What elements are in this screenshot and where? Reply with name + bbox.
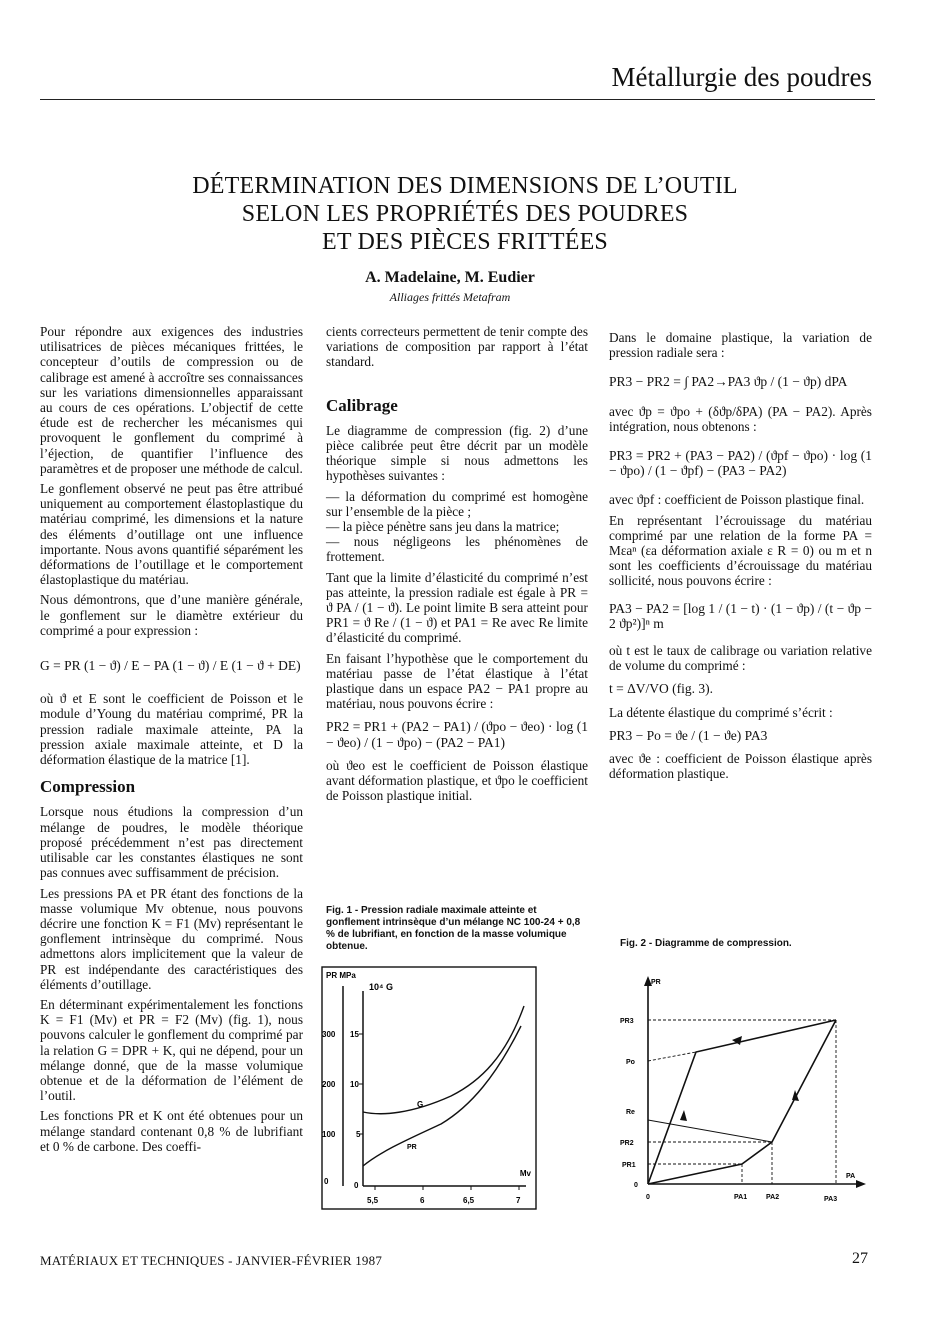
fig1-y1-tick: 200 [322, 1080, 336, 1089]
fig1-x-label: Mv [519, 1169, 531, 1178]
fig2-arrow-down [680, 1110, 687, 1121]
col3-paragraph-4: En représentant l’écrouissage du matériau comprimé par une relation de la forme PA = Mεaⁿ (εa déformation axiale ε R = 0) ou m et n sont les coefficients d’écrouissage du matériau sollicité, nous pouvons écrire : [609, 512, 872, 589]
fig2-loading-curve [648, 1020, 836, 1184]
fig2-x-arrow [856, 1180, 866, 1188]
fig2-x-ticks [646, 1194, 837, 1203]
fig1-y2-tick: 5 [356, 1130, 361, 1139]
col2-paragraph-3: Tant que la limite d’élasticité du comprimé n’est pas atteinte, la pression radiale est égale à PR = ϑ PA / (1 − ϑ). Le point limite B sera atteint pour PR1 = ϑ Re / (1 − ϑ) et PA1 = Re avec Re limite d’élasticité du comprimé. [326, 569, 588, 646]
fig2-y-tick: PR1 [622, 1162, 636, 1169]
fig2-y-ticks [620, 1018, 638, 1189]
figure-1-caption: Fig. 1 - Pression radiale maximale atteinte et gonflement intrinsèque d’un mélange NC 100-24 + 0,8 % de lubrifiant, en fonction de la masse volumique obtenue. [326, 905, 581, 952]
column-2 [326, 324, 588, 808]
fig1-x-ticks [367, 1196, 521, 1205]
fig2-x-tick: PA3 [824, 1196, 838, 1203]
fig2-x-tick: 0 [646, 1194, 650, 1201]
col3-paragraph-6: La détente élastique du comprimé s’écrit : [609, 704, 833, 720]
fig1-y2-tick: 0 [354, 1181, 359, 1190]
formula-po: PR3 − Po = ϑe / (1 − ϑe) PA3 [609, 727, 768, 743]
heading-calibrage: Calibrage [326, 395, 398, 415]
formula-pa3: PA3 − PA2 = [log 1 / (1 − t) · (1 − ϑp) / (t − ϑp − 2 ϑp²)]ⁿ m [609, 600, 872, 631]
footer-page-number: 27 [852, 1250, 868, 1267]
section-header: Métallurgie des poudres [611, 62, 872, 92]
fig1-y2-ticks [350, 1030, 361, 1190]
col1-paragraph-4: où ϑ et E sont le coefficient de Poisson et le module d’Young du matériau comprimé, PR la pression radiale maximale atteinte, PA la pression axiale maximale atteinte, et D la déformation élastique de la matrice [1]. [40, 691, 303, 768]
fig2-y-tick: 0 [634, 1182, 638, 1189]
formula-pr3: PR3 = PR2 + (PA3 − PA2) / (ϑpf − ϑpo) · log (1 − ϑpo) / (1 − ϑpf) − (PA3 − PA2) [609, 448, 872, 479]
col1-paragraph-7: En déterminant expérimentalement les fonctions K = F1 (Mv) et PR = F2 (Mv) (fig. 1), nous pouvons calculer le gonflement du comprimé par la relation G = DPR + K, qui ne dépend, pour un mélange donné, que de la masse volumique obtenue et de la déformation de l’élément de l’outil. [40, 996, 303, 1104]
fig1-curve-pr [363, 1026, 521, 1166]
footer-journal: MATÉRIAUX ET TECHNIQUES - JANVIER-FÉVRIER 1987 [40, 1253, 383, 1268]
col2-paragraph-5: où ϑeo est le coefficient de Poisson élastique avant déformation plastique, et ϑpo le coefficient de Poisson plastique initial. [326, 757, 588, 804]
fig2-y-tick: Po [626, 1059, 635, 1066]
figure-2-caption: Fig. 2 - Diagramme de compression. [620, 938, 792, 949]
col3-paragraph-3: avec ϑpf : coefficient de Poisson plastique final. [609, 492, 865, 508]
authors: A. Madelaine, M. Eudier [365, 269, 535, 286]
fig1-y1-tick: 300 [322, 1030, 336, 1039]
hypothesis-1: — la déformation du comprimé est homogène sur l’ensemble de la pièce ; [326, 488, 588, 519]
fig2-y-label: PR [651, 979, 661, 986]
col3-paragraph-1: Dans le domaine plastique, la variation de pression radiale sera : [609, 330, 872, 361]
fig1-curve-g [363, 1006, 524, 1114]
fig1-x-tick: 6 [420, 1196, 425, 1205]
fig1-y1-ticks [322, 1030, 336, 1186]
col3-paragraph-7: avec ϑe : coefficient de Poisson élastique après déformation plastique. [609, 751, 872, 782]
heading-compression: Compression [40, 777, 136, 797]
col1-paragraph-8: Les fonctions PR et K ont été obtenues pour un mélange standard contenant 0,8 % de lubrifiant et 0 % de carbone. Des coeffi- [40, 1108, 303, 1154]
fig2-x-tick: PA1 [734, 1194, 748, 1201]
fig2-x-tick: PA2 [766, 1194, 780, 1201]
fig1-x-tick: 5,5 [367, 1196, 379, 1205]
fig1-y2-label: 10⁴ G [369, 982, 393, 992]
fig1-y2-tick: 15 [350, 1030, 359, 1039]
col1-paragraph-2: Le gonflement observé ne peut pas être attribué uniquement au comportement élastoplastique du matériau comprimé, les dimensions et la nature des éléments d’outillage ont une influence importante. Nous avons quantifié séparément les déformations de l’outillage et le comportement élastoplastique du matériau. [40, 481, 303, 588]
col3-paragraph-5: où t est le taux de calibrage ou variation relative de volume du comprimé : [609, 643, 872, 674]
fig2-guide-lines [648, 1020, 836, 1184]
formula-gonflement: G = PR (1 − ϑ) / E − PA (1 − ϑ) / E (1 − ϑ + DE) [40, 658, 301, 674]
fig1-tick-marks [359, 1034, 519, 1190]
title-line-1: DÉTERMINATION DES DIMENSIONS DE L’OUTIL [192, 173, 738, 199]
fig1-y1-label: PR MPa [326, 971, 356, 980]
col2-paragraph-4: En faisant l’hypothèse que le comportement du matériau passe de l’état élastique à l’état plastique dans un espace PA2 − PA1 propre au matériau, nous pouvons écrire : [326, 650, 588, 712]
fig1-x-tick: 6,5 [463, 1196, 475, 1205]
hypothesis-3: — nous négligeons les phénomènes de frottement. [326, 534, 588, 565]
col1-paragraph-3: Nous démontrons, que d’une manière générale, le gonflement sur le diamètre extérieur du comprimé a pour expression : [40, 592, 303, 638]
column-3 [609, 330, 872, 786]
hypothesis-2: — la pièce pénètre sans jeu dans la matrice; [326, 519, 560, 535]
col2-paragraph-2: Le diagramme de compression (fig. 2) d’une pièce calibrée peut être décrit par un modèle théorique simple si nous admettons les hypothèses suivantes : [326, 422, 588, 484]
col1-paragraph-1: Pour répondre aux exigences des industries utilisatrices de pièces mécaniques frittées, le concepteur d’outils de compression ou de calibrage est amené à accroître ses connaissances sur les variations dimensionnelles apparaissant au cours de ces opérations. L’objectif de cette étude est de rechercher les mécanismes qui provoquent le gonflement du comprimé à l’éjection, de quantifier l’influence des paramètres et de proposer une méthode de calcul. [40, 324, 303, 476]
fig2-y-tick: Re [626, 1109, 635, 1116]
formula-t: t = ΔV/VO (fig. 3). [609, 681, 714, 697]
fig1-curve-g-label: G [417, 1100, 424, 1109]
fig2-unloading-curve [648, 1020, 836, 1184]
col1-paragraph-6: Les pressions PA et PR étant des fonctions de la masse volumique Mv obtenue, nous pouvons décrire une fonction K = F1 (Mv) représentant le gonflement intrinsèque du comprimé. Nous admettons alors implicitement que la valeur de PR est indépendante des caractéristiques des éléments d’outillage. [40, 885, 303, 992]
affiliation: Alliages frittés Metafram [389, 290, 511, 304]
fig1-curve-pr-label: PR [407, 1144, 417, 1151]
title-line-2: SELON LES PROPRIÉTÉS DES POUDRES [241, 201, 689, 227]
col2-paragraph-1: cients correcteurs permettent de tenir compte des variations de composition par rapport à l’état standard. [326, 324, 588, 370]
header-rule [40, 99, 875, 100]
figure-1 [321, 966, 537, 1210]
fig1-y1-tick: 100 [322, 1130, 336, 1139]
figure-2 [614, 970, 870, 1210]
fig2-x-label: PA [846, 1173, 856, 1180]
fig2-y-tick: PR2 [620, 1140, 634, 1147]
article-title [0, 172, 930, 256]
fig1-y1-tick: 0 [324, 1177, 329, 1186]
fig1-x-tick: 7 [516, 1196, 521, 1205]
column-1 [40, 324, 303, 1159]
col1-paragraph-5: Lorsque nous étudions la compression d’un mélange de poudres, le modèle théorique proposé précédemment n’est pas directement utilisable car les constantes élastiques ne sont pas connues avec suffisamment de précision. [40, 804, 303, 881]
formula-pr2: PR2 = PR1 + (PA2 − PA1) / (ϑpo − ϑeo) · log (1 − ϑeo) / (1 − ϑpo) − (PA2 − PA1) [326, 719, 588, 750]
col3-paragraph-2: avec ϑp = ϑpo + (δϑp/δPA) (PA − PA2). Après intégration, nous obtenons : [609, 403, 872, 434]
fig1-y2-tick: 10 [350, 1080, 359, 1089]
formula-pr3-integral: PR3 − PR2 = ∫ PA2→PA3 ϑp / (1 − ϑp) dPA [609, 374, 848, 390]
title-line-3: ET DES PIÈCES FRITTÉES [322, 229, 608, 255]
fig2-y-tick: PR3 [620, 1018, 634, 1025]
